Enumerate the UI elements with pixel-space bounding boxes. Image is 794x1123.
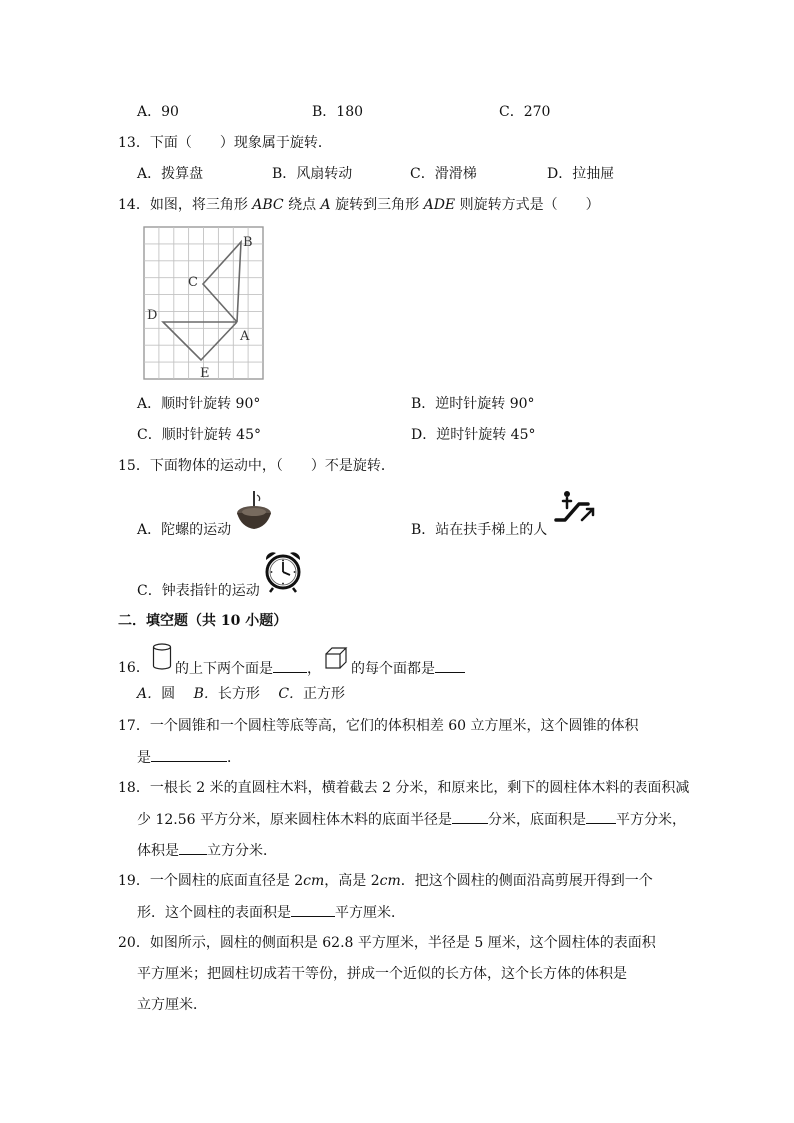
q13-option-d: D．拉抽屉 xyxy=(547,166,615,182)
q20-line-1: 20．如图所示，圆柱的侧面积是 62.8 平方厘米，半径是 5 厘米，这个圆柱体的表面积 xyxy=(118,935,656,951)
q17-blank[interactable] xyxy=(151,747,227,762)
q14-option-b: B．逆时针旋转 90° xyxy=(411,396,535,412)
alarm-clock-icon xyxy=(262,549,304,593)
q12-option-a: A．90 xyxy=(137,104,179,120)
q20-line-2: 平方厘米；把圆柱切成若干等份，拼成一个近似的长方体，这个长方体的体积是 xyxy=(137,966,627,982)
q16-blank-2[interactable] xyxy=(435,658,465,673)
q18-line-2: 少 12.56 平方分米，原来圆柱体木料的底面半径是 分米，底面积是 平方分米， xyxy=(137,809,686,830)
q18-line-1: 18．一根长 2 米的直圆柱木料，横着截去 2 分米，和原来比，剩下的圆柱体木料的表面积减 xyxy=(118,780,690,796)
q18-blank-1[interactable] xyxy=(452,809,488,824)
q15-option-b: B．站在扶手梯上的人 xyxy=(411,522,548,538)
q18-blank-2[interactable] xyxy=(586,809,616,824)
q14-option-c: C．顺时针旋转 45° xyxy=(137,427,261,443)
point-b-label: B xyxy=(243,235,253,250)
q16-text-2: 的每个面都是 xyxy=(351,658,465,679)
point-e-label: E xyxy=(200,366,210,381)
q12-option-b: B．180 xyxy=(312,104,364,120)
q14-option-d: D．逆时针旋转 45° xyxy=(411,427,536,443)
q16-text: 的上下两个面是 ， xyxy=(175,658,321,679)
q19-line-2: 形．这个圆柱的表面积是 平方厘米． xyxy=(137,902,405,923)
q15-option-a: A．陀螺的运动 xyxy=(137,522,232,538)
q19-line-1: 19．一个圆柱的底面直径是 2cm，高是 2cm．把这个圆柱的侧面沿高剪展开得到一个 xyxy=(118,873,653,889)
q14-option-a: A．顺时针旋转 90° xyxy=(137,396,261,412)
rotation-grid-figure xyxy=(143,226,265,382)
cylinder-icon xyxy=(152,643,172,671)
q13-stem: 13．下面（ ）现象属于旋转． xyxy=(118,135,332,151)
point-d-label: D xyxy=(147,308,158,323)
q18-line-3: 体积是 立方分米． xyxy=(137,840,277,861)
q17-line-2: 是 ． xyxy=(137,747,241,768)
point-c-label: C xyxy=(188,275,198,290)
q17-line-1: 17．一个圆锥和一个圆柱等底等高，它们的体积相差 60 立方厘米，这个圆锥的体积 xyxy=(118,718,639,734)
point-a-label: A xyxy=(240,329,250,344)
q13-option-a: A．拨算盘 xyxy=(137,166,204,182)
escalator-person-icon xyxy=(553,490,599,526)
spinning-top-icon xyxy=(233,489,275,531)
q16-blank-1[interactable] xyxy=(273,658,307,673)
q19-blank[interactable] xyxy=(291,902,335,917)
q15-stem: 15．下面物体的运动中，（ ）不是旋转． xyxy=(118,458,395,474)
q16-options: A．圆 B．长方形 C．正方形 xyxy=(137,686,346,702)
q20-line-3: 立方厘米． xyxy=(137,997,207,1013)
q12-option-c: C．270 xyxy=(499,104,551,120)
q16-number: 16． xyxy=(118,660,150,676)
section-title: 二．填空题（共 10 小题） xyxy=(118,613,288,629)
q13-option-b: B．风扇转动 xyxy=(272,166,353,182)
q14-stem: 14．如图，将三角形 ABC 绕点 A 旋转到三角形 ADE 则旋转方式是（ ） xyxy=(118,197,600,213)
q18-blank-3[interactable] xyxy=(179,840,207,855)
q15-option-c: C．钟表指针的运动 xyxy=(137,583,260,599)
cube-icon xyxy=(324,646,348,670)
q13-option-c: C．滑滑梯 xyxy=(410,166,477,182)
